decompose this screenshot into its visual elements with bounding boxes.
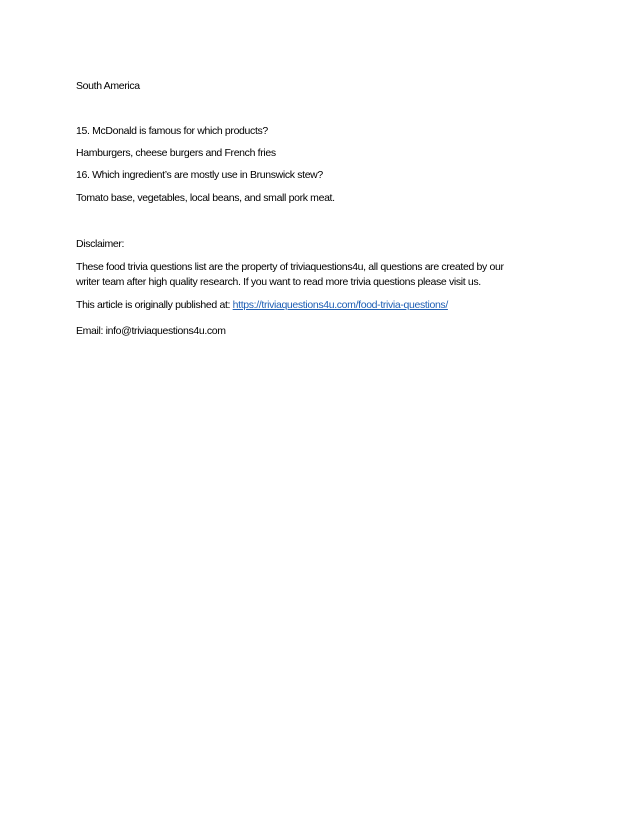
article-link[interactable]: https://triviaquestions4u.com/food-trivia-questions/ (232, 299, 448, 311)
published-prefix: This article is originally published at: (76, 299, 233, 311)
answer-16: Tomato base, vegetables, local beans, and small pork meat. (76, 192, 335, 204)
published-line (76, 298, 448, 312)
disclaimer-text-line-2: writer team after high quality research. If you want to read more trivia questions please visit us. (76, 276, 481, 288)
email-line: Email: info@triviaquestions4u.com (76, 325, 226, 337)
disclaimer-text-line-1: These food trivia questions list are the property of triviaquestions4u, all questions are created by our (76, 261, 504, 273)
answer-south-america: South America (76, 80, 140, 92)
question-15: 15. McDonald is famous for which products? (76, 125, 268, 137)
answer-15: Hamburgers, cheese burgers and French fries (76, 147, 276, 159)
disclaimer-heading: Disclaimer: (76, 238, 125, 250)
question-16: 16. Which ingredient’s are mostly use in Brunswick stew? (76, 169, 323, 181)
